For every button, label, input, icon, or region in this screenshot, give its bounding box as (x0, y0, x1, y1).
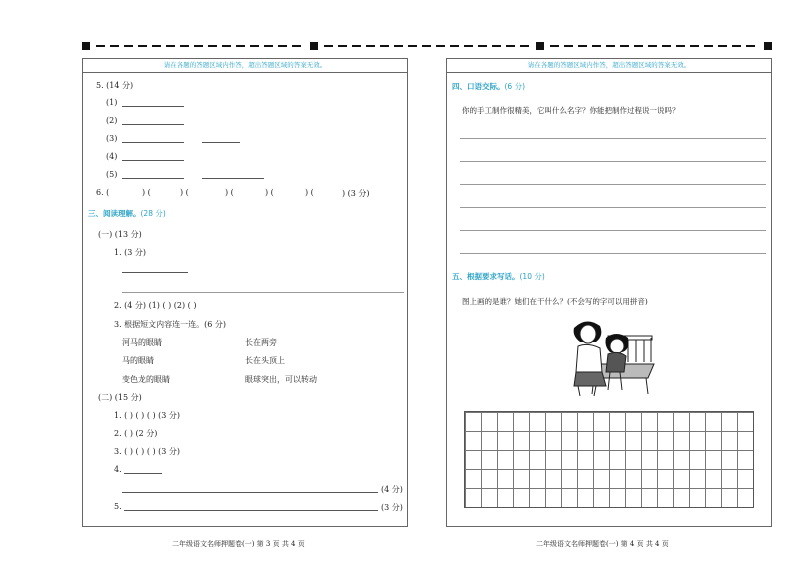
cut-line-square (82, 42, 90, 50)
writing-line[interactable] (460, 184, 766, 185)
answer-line[interactable] (124, 473, 162, 474)
cut-line-dash (110, 45, 119, 47)
cut-line-dash (564, 45, 573, 47)
cut-line-dash (492, 45, 501, 47)
writing-line[interactable] (460, 138, 766, 139)
match-right-1[interactable]: 长在两旁 (245, 338, 277, 347)
answer-line[interactable] (122, 106, 184, 107)
answer-area-notice: 请在各题的答题区域内作答，超出答题区域的答案无效。 (83, 59, 407, 73)
part2-q2: 2. ( ) (2 分) (114, 429, 158, 438)
part2-title: (二) (15 分) (98, 393, 142, 402)
cut-line-square (310, 42, 318, 50)
cut-line-dash (250, 45, 259, 47)
part1-title: (一) (13 分) (98, 230, 142, 239)
q5-title: 5. (14 分) (96, 81, 134, 90)
cut-line-dash (634, 45, 643, 47)
answer-line[interactable] (122, 142, 184, 143)
left-page-footer: 二年级语文名师押题卷(一) 第 3 页 共 4 页 (172, 540, 305, 548)
cut-line-dash (464, 45, 473, 47)
cut-line-dash (506, 45, 515, 47)
cut-line-dash (166, 45, 175, 47)
q6-blank-1[interactable]: ) ( (142, 188, 151, 197)
writing-score: (10 分) (519, 272, 545, 281)
cut-line-dash (408, 45, 417, 47)
part2-q1: 1. ( ) ( ) ( ) (3 分) (114, 411, 181, 420)
cut-line-dash (278, 45, 287, 47)
cut-line-dash (648, 45, 657, 47)
part2-q4-score: (4 分) (381, 485, 403, 494)
cut-line-dash (550, 45, 559, 47)
cut-line-dash (732, 45, 741, 47)
cut-line-dash (746, 45, 755, 47)
cut-line-dash (718, 45, 727, 47)
cut-line-dash (422, 45, 431, 47)
answer-area-notice: 请在各题的答题区域内作答，超出答题区域的答案无效。 (447, 59, 771, 73)
answer-line[interactable] (202, 178, 264, 179)
cut-line-dash (592, 45, 601, 47)
cut-line-dash (620, 45, 629, 47)
cut-line-dash (380, 45, 389, 47)
q6-blank-2[interactable]: ) ( (180, 188, 189, 197)
oral-score: (6 分) (504, 82, 526, 91)
reading-score: (28 分) (140, 209, 166, 218)
q6-blank-4[interactable]: ) ( (265, 188, 274, 197)
reading-heading (88, 208, 166, 219)
cut-line-dash (264, 45, 273, 47)
cut-line-dash (704, 45, 713, 47)
cut-line-dash (352, 45, 361, 47)
oral-heading (452, 81, 525, 92)
cut-line-dash (222, 45, 231, 47)
cut-line-dash (478, 45, 487, 47)
writing-line[interactable] (460, 207, 766, 208)
cut-line-dash (96, 45, 105, 47)
answer-line[interactable] (122, 272, 188, 273)
cut-line-dash (338, 45, 347, 47)
cut-line-dash (578, 45, 587, 47)
cut-line-dash (324, 45, 333, 47)
part2-q4: 4. (114, 465, 122, 474)
match-left-2[interactable]: 马的眼睛 (122, 356, 154, 365)
answer-line[interactable] (202, 142, 240, 143)
answer-line[interactable] (122, 178, 184, 179)
q6-blank-6[interactable]: ) (3 分) (342, 189, 370, 198)
cut-line-dash (124, 45, 133, 47)
answer-line[interactable] (122, 492, 378, 493)
cut-line-dash (450, 45, 459, 47)
cut-line-dash (366, 45, 375, 47)
q6-blank-5[interactable]: ) ( (305, 188, 314, 197)
part1-q2: 2. (4 分) (1) ( ) (2) ( ) (114, 301, 197, 310)
answer-line[interactable] (124, 510, 378, 511)
q5-item-5: (5) (106, 170, 118, 179)
writing-line[interactable] (460, 161, 766, 162)
cut-line-dash (292, 45, 301, 47)
writing-prompt: 图上画的是谁？她们在干什么？(不会写的字可以用拼音) (462, 297, 648, 306)
answer-line[interactable] (122, 292, 404, 293)
q6-blank-3[interactable]: ) ( (225, 188, 234, 197)
writing-heading (452, 271, 545, 282)
cut-line-dash (194, 45, 203, 47)
part2-q5: 5. (114, 502, 122, 511)
q5-item-2: (2) (106, 116, 118, 125)
q5-item-4: (4) (106, 152, 118, 161)
cut-line-dash (606, 45, 615, 47)
cut-line-dash (180, 45, 189, 47)
match-right-3[interactable]: 眼球突出，可以转动 (245, 375, 317, 384)
part1-q3: 3. 根据短文内容连一连。(6 分) (114, 320, 227, 329)
cut-line-dash (394, 45, 403, 47)
answer-line[interactable] (122, 124, 184, 125)
cut-line-dash (662, 45, 671, 47)
q5-item-3: (3) (106, 134, 118, 143)
part2-q3: 3. ( ) ( ) ( ) (3 分) (114, 447, 181, 456)
cut-line-square (764, 42, 772, 50)
cut-line-square (536, 42, 544, 50)
writing-line[interactable] (460, 230, 766, 231)
writing-heading-text: 五、根据要求写话。 (452, 272, 520, 281)
cut-line-separator (82, 42, 772, 50)
right-page-footer: 二年级语文名师押题卷(一) 第 4 页 共 4 页 (536, 540, 669, 548)
mother-daughter-illustration (566, 316, 662, 398)
part2-q5-score: (3 分) (381, 503, 403, 512)
cut-line-dash (138, 45, 147, 47)
part1-q1: 1. (3 分) (114, 248, 147, 257)
cut-line-dash (208, 45, 217, 47)
match-right-2[interactable]: 长在头顶上 (245, 356, 285, 365)
match-left-1[interactable]: 河马的眼睛 (122, 338, 162, 347)
q5-item-1: (1) (106, 98, 118, 107)
cut-line-dash (676, 45, 685, 47)
writing-line[interactable] (460, 253, 766, 254)
cut-line-dash (152, 45, 161, 47)
writing-grid[interactable] (464, 411, 754, 508)
reading-heading-text: 三、阅读理解。 (88, 209, 141, 218)
q6-prefix: 6. ( (96, 188, 110, 197)
cut-line-dash (690, 45, 699, 47)
match-left-3[interactable]: 变色龙的眼睛 (122, 375, 170, 384)
cut-line-dash (236, 45, 245, 47)
cut-line-dash (436, 45, 445, 47)
answer-line[interactable] (122, 160, 184, 161)
oral-prompt: 你的手工制作很精美，它叫什么名字？你能把制作过程说一说吗？ (462, 106, 680, 115)
oral-heading-text: 四、口语交际。 (452, 82, 505, 91)
cut-line-dash (520, 45, 529, 47)
